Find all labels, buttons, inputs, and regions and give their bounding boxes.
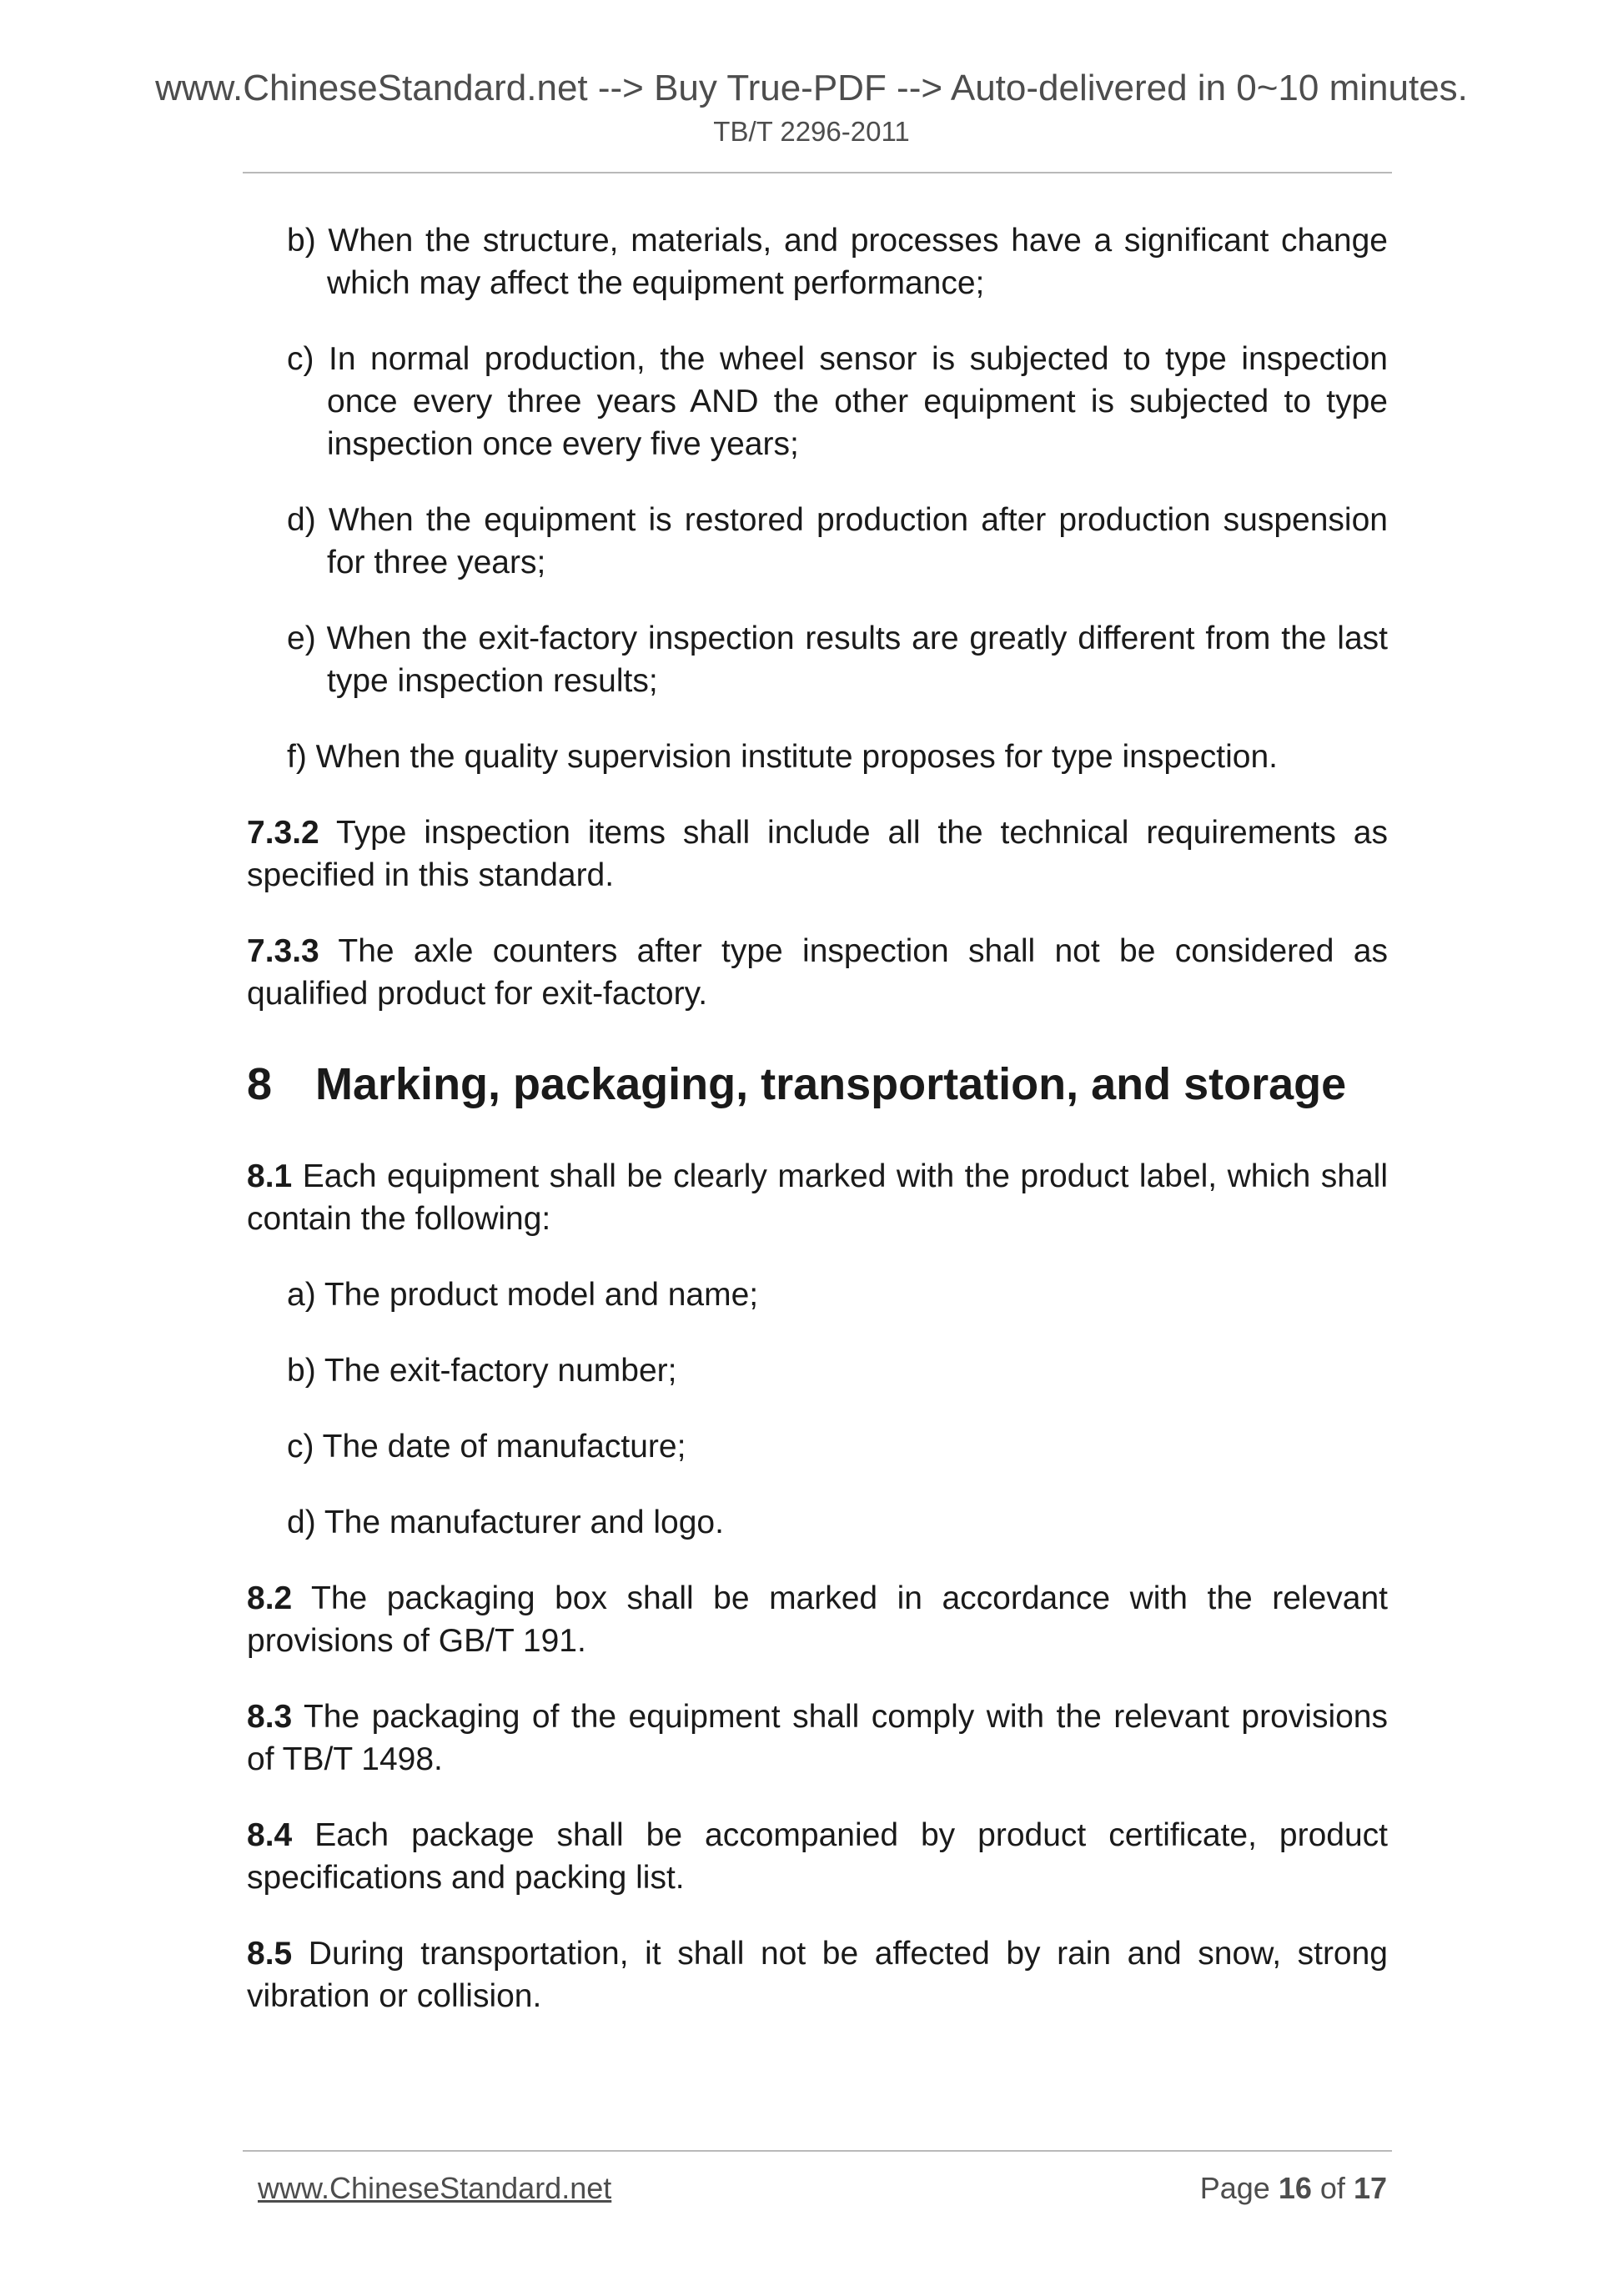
- item-text: In normal production, the wheel sensor is subjected to type inspection once every three years AND the other equipment is subjected to type inspection once every five years;: [327, 341, 1388, 462]
- clause-number: 8.3: [247, 1699, 293, 1735]
- clause-number: 8.5: [247, 1936, 293, 1972]
- item-label: d): [287, 502, 316, 538]
- item-text: When the exit-factory inspection results are greatly different from the last type inspection results;: [326, 620, 1388, 699]
- clause-number: 8.4: [247, 1817, 293, 1853]
- footer-website-link[interactable]: www.ChineseStandard.net: [258, 2171, 612, 2205]
- clause-number: 7.3.2: [247, 815, 319, 851]
- list-item: [287, 617, 1388, 702]
- page-body: [247, 219, 1388, 2051]
- page-word: Page: [1199, 2171, 1270, 2205]
- clause-text: Each package shall be accompanied by product certificate, product specifications and packing list.: [247, 1817, 1388, 1896]
- footer-divider: [243, 2150, 1392, 2152]
- item-label: c): [287, 1429, 314, 1465]
- list-item: [287, 1425, 1388, 1468]
- item-text: The product model and name;: [324, 1277, 759, 1313]
- item-text: The manufacturer and logo.: [324, 1505, 724, 1540]
- list-item: [287, 219, 1388, 304]
- item-text: When the quality supervision institute proposes for type inspection.: [315, 739, 1278, 775]
- list-item: [287, 499, 1388, 584]
- clause-7-3-2: [247, 811, 1388, 897]
- clause-text: Each equipment shall be clearly marked with the product label, which shall contain the following:: [247, 1158, 1388, 1237]
- header-banner: www.ChineseStandard.net --> Buy True-PDF --> Auto-delivered in 0~10 minutes.: [155, 68, 1468, 108]
- item-text: When the equipment is restored production after production suspension for three years;: [327, 502, 1388, 580]
- section-number: 8: [247, 1059, 273, 1109]
- item-label: e): [287, 620, 316, 656]
- item-text: The date of manufacture;: [322, 1429, 686, 1465]
- clause-8-4: [247, 1814, 1388, 1899]
- clause-number: 8.2: [247, 1580, 293, 1616]
- item-text: When the structure, materials, and processes have a significant change which may affect the equipment performance;: [327, 223, 1388, 301]
- clause-text: During transportation, it shall not be affected by rain and snow, strong vibration or collision.: [247, 1936, 1388, 2014]
- list-item: [287, 1274, 1388, 1316]
- clause-number: 7.3.3: [247, 933, 319, 969]
- page-total: 17: [1353, 2171, 1387, 2205]
- header-divider: [243, 172, 1392, 173]
- clause-text: The packaging of the equipment shall comply with the relevant provisions of TB/T 1498.: [247, 1699, 1388, 1777]
- list-item: [287, 736, 1388, 778]
- of-word: of: [1319, 2171, 1345, 2205]
- item-label: f): [287, 739, 307, 775]
- clause-text: The packaging box shall be marked in accordance with the relevant provisions of GB/T 191.: [247, 1580, 1388, 1659]
- clause-number: 8.1: [247, 1158, 293, 1194]
- section-heading: [247, 1057, 1388, 1112]
- clause-7-3-3: [247, 930, 1388, 1015]
- item-label: d): [287, 1505, 316, 1540]
- clause-8-2: [247, 1577, 1388, 1662]
- clause-text: Type inspection items shall include all the technical requirements as specified in this standard.: [247, 815, 1388, 893]
- list-item: [287, 1349, 1388, 1392]
- clause-text: The axle counters after type inspection shall not be considered as qualified product for exit-factory.: [247, 933, 1388, 1012]
- item-label: b): [287, 223, 316, 259]
- document-id: TB/T 2296-2011: [713, 116, 910, 147]
- page-current: 16: [1278, 2171, 1312, 2205]
- section-title: Marking, packaging, transportation, and storage: [315, 1059, 1347, 1109]
- item-label: b): [287, 1353, 316, 1389]
- item-text: The exit-factory number;: [324, 1353, 677, 1389]
- clause-8-3: [247, 1696, 1388, 1781]
- list-item: [287, 1501, 1388, 1544]
- item-label: c): [287, 341, 314, 377]
- item-label: a): [287, 1277, 316, 1313]
- clause-8-1: [247, 1155, 1388, 1240]
- page-indicator: [1200, 2170, 1387, 2207]
- list-item: [287, 338, 1388, 465]
- clause-8-5: [247, 1932, 1388, 2017]
